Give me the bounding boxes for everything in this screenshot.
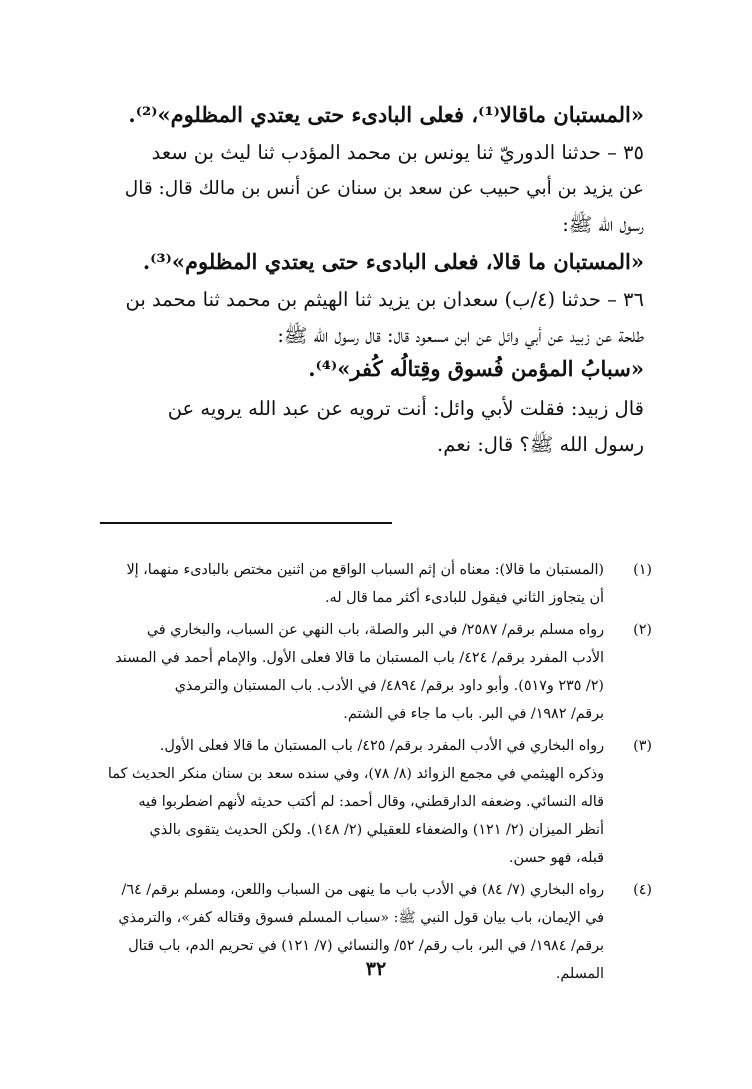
isnad-line: طلحة عن زبيد عن أبي وائل عن ابن مسعود قال: قال رسول الله ﷺ: <box>277 324 644 347</box>
footnotes <box>96 556 652 992</box>
isnad-line: عن يزيد بن أبي حبيب عن سعد بن سنان عن أنس بن مالك قال: قال <box>124 178 644 199</box>
footnote-separator <box>100 522 392 524</box>
body-line: رسول الله ﷺ؟ قال: نعم. <box>437 433 644 456</box>
footnote-1 <box>96 556 652 612</box>
hadith-text-line: «سبابُ المؤمن فُسوق وقِتالُه كُفر»⁽⁴⁾. <box>308 356 644 381</box>
footnote-line: رواه البخاري (٧/ ٨٤) في الأدب باب ما ينهى من السباب واللعن، ومسلم برقم/ ٦٤/ <box>121 882 604 898</box>
footnote-line: أن يتجاوز الثاني فيقول للبادىء أكثر مما قال له. <box>324 590 604 606</box>
footnote-line: برقم/ ١٩٨٢/ في البر. باب ما جاء في الشتم. <box>343 706 604 722</box>
footnote-line: الأدب المفرد برقم/ ٤٢٤/ باب المستبان ما قالا فعلى الأول. والإمام أحمد في المسند <box>115 650 604 666</box>
footnote-line: في الإيمان، باب بيان قول النبي ﷺ: «سباب المسلم فسوق وقتاله كفر»، والترمذي <box>118 910 604 926</box>
footnote-number: (٣) <box>633 738 652 754</box>
body-line: قال زبيد: فقلت لأبي وائل: أنت ترويه عن عبد الله يرويه عن <box>167 397 644 420</box>
footnote-line: أنظر الميزان (٢/ ١٢١) والضعفاء للعقيلي (٢/ ١٤٨). ولكن الحديث يتقوى بالذي <box>149 822 604 838</box>
isnad-line: ٣٦ – حدثنا (٤/ب) سعدان بن يزيد ثنا الهيثم بن محمد ثنا محمد بن <box>125 288 644 311</box>
footnote-number: (٢) <box>633 622 652 638</box>
footnote-line: (المستبان ما قالا): معناه أن إثم السباب الواقع من اثنين مختص بالبادىء منهما، إلا <box>126 562 604 578</box>
hadith-text-line: «المستبان ما قالا، فعلى البادىء حتى يعتدي المظلوم»⁽³⁾. <box>142 249 644 274</box>
isnad-line: رسول الله ﷺ: <box>562 213 644 236</box>
footnote-line: رواه مسلم برقم/ ٢٥٨٧/ في البر والصلة، باب النهي عن السباب، والبخاري في <box>146 622 604 638</box>
footnote-line: وذكره الهيثمي في مجمع الزوائد (٨/ ٧٨)، وفي سنده سعد بن سنان منكر الحديث كما <box>107 766 604 782</box>
footnote-number: (٤) <box>633 882 652 898</box>
page-number: ٣٢ <box>365 958 387 980</box>
footnote-line: برقم/ ١٩٨٤/ في البر، باب رقم/ ٥٢/ والنسائي (٧/ ١٢١) في تحريم الدم، باب قتال <box>128 938 604 954</box>
hadith-35-block <box>118 135 644 243</box>
footnote-line: قاله النسائي. وضعفه الدارقطني، وقال أحمد: لم أكتب حديثه لأنهم اضطربوا فيه <box>138 794 604 810</box>
footnote-line: (٢/ ٢٣٥ و٥١٧). وأبو داود برقم/ ٤٨٩٤/ في الأدب. باب المستبان والترمذي <box>174 678 604 694</box>
isnad-line: ٣٥ – حدثنا الدوريّ ثنا يونس بن محمد المؤدب ثنا ليث بن سعد <box>151 141 644 164</box>
main-text <box>118 102 644 463</box>
footnote-3 <box>96 732 652 872</box>
footnote-line: المسلم. <box>555 966 604 982</box>
footnote-line: رواه البخاري في الأدب المفرد برقم/ ٤٢٥/ باب المستبان ما قالا فعلى الأول. <box>159 738 604 754</box>
footnote-2 <box>96 616 652 728</box>
hadith-text-line: «المستبان ماقالا⁽¹⁾، فعلى البادىء حتى يعتدي المظلوم»⁽²⁾. <box>128 102 644 127</box>
hadith-36-block <box>118 282 644 354</box>
footnote-line: قبله، فهو حسن. <box>508 850 604 866</box>
footnote-number: (١) <box>633 562 652 578</box>
closing-block <box>118 391 644 463</box>
